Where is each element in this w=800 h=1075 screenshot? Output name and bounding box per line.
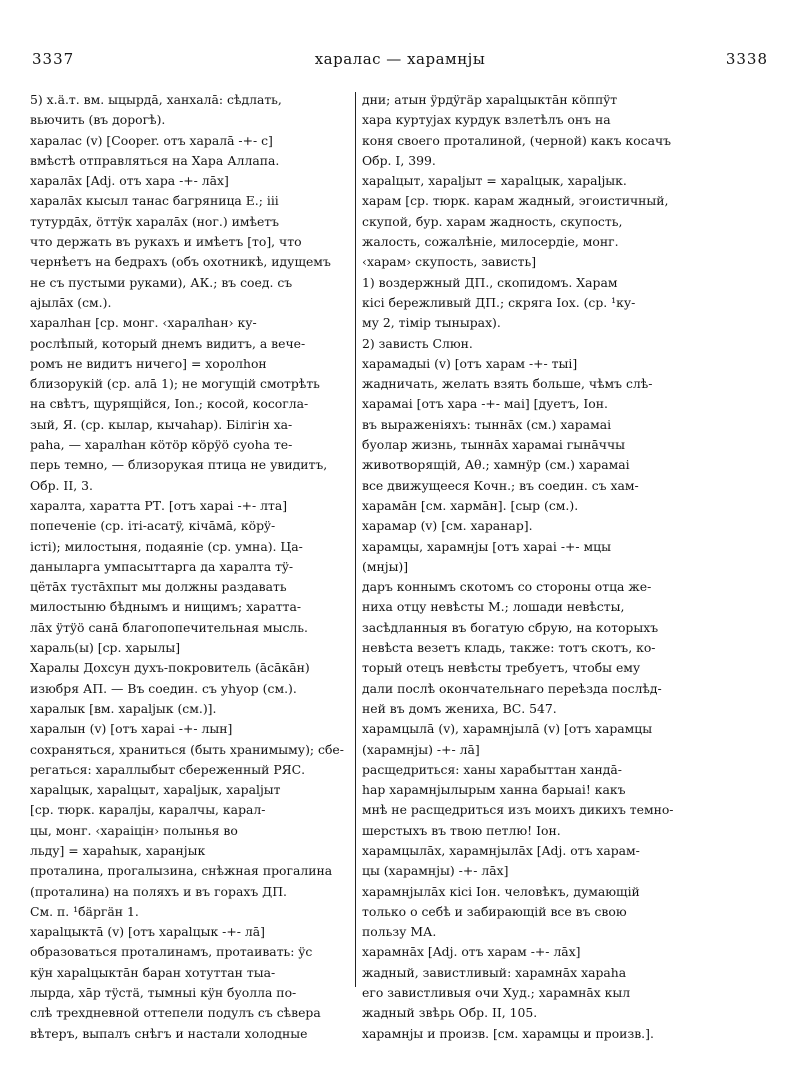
- left-column: [30, 90, 370, 1044]
- dictionary-entry: [362, 496, 768, 516]
- entry-line: льду] = хараhык, харанjык: [30, 842, 206, 858]
- page-header: [32, 50, 768, 76]
- entry-line: iстi); милостыня, подаянiе (ср. умна). Цa-: [30, 538, 303, 554]
- entry-line: тутурдāх, öттÿк харалāх (ног.) имѣетъ: [30, 213, 280, 229]
- entry-line: харамнjы и произв. [см. харамцы и произв.].: [362, 1025, 654, 1041]
- entry-line: мнѣ не расщедриться изъ моихъ дикихъ темно-: [362, 802, 674, 818]
- entry-line: харамāн [см. хармāн]. [сыр (см.).: [362, 497, 579, 513]
- entry-line: харам [ср. тюрк. карам жадный, эгоистичный,: [362, 193, 669, 209]
- entry-line: хараlцыктā (v) [отъ хараlцык -+- лā]: [30, 924, 265, 940]
- entry-line: образоваться проталинамъ, протаивать: ÿс: [30, 944, 313, 960]
- entry-line: ниха отцу невѣсты М.; лошади невѣсты,: [362, 599, 625, 615]
- entry-line: проталина, прогалызина, снѣжная прогалина: [30, 863, 333, 879]
- entry-line: харалhан [ср. монг. ‹харалhан› ку-: [30, 315, 257, 331]
- dictionary-entry: [30, 780, 370, 922]
- entry-line: Обр. I, 399.: [362, 152, 436, 168]
- entry-line: вьючить (въ дорогѣ).: [30, 112, 166, 128]
- dictionary-entry: [30, 699, 370, 719]
- entry-line: только о себѣ и забирающiй все въ свою: [362, 903, 627, 919]
- entry-line: милостыню бѣднымъ и нищимъ; харатта-: [30, 599, 302, 615]
- entry-line: Обр. II, 3.: [30, 477, 93, 493]
- dictionary-entry: [30, 313, 370, 496]
- entry-line: харамцы, харамнjы [отъ харai -+- мцы: [362, 538, 611, 554]
- entry-line: даръ коннымъ скотомъ со стороны отца же-: [362, 579, 652, 595]
- entry-line: буолар жизнь, тыннāх харамаi гынāччы: [362, 437, 626, 453]
- entry-line: харамар (v) [см. харанар].: [362, 518, 533, 534]
- entry-line: харамадыi (v) [отъ харам -+- тыi]: [362, 355, 578, 371]
- entry-line: жадный звѣрь Обр. II, 105.: [362, 1005, 538, 1021]
- dictionary-entry: [30, 922, 370, 1044]
- entry-line: 5) x.ä.т. вм. ыцырдā, ханхалā: сѣдлать,: [30, 92, 282, 107]
- entry-line: дали послѣ окончательнаго переѣзда послѣд-: [362, 680, 662, 696]
- entry-line: харамцылā (v), харамнjылā (v) [отъ харамцы: [362, 721, 653, 737]
- entry-line: животворящiй, Аθ.; хамнÿр (см.) харамаi: [362, 457, 630, 473]
- dictionary-entry: [362, 394, 768, 495]
- entry-line: раhа, — харалhан кöтöр кöрÿö суоhа те-: [30, 437, 293, 453]
- entry-line: что держать въ рукахъ и имѣетъ [то], что: [30, 234, 302, 250]
- dictionary-entry: [30, 171, 370, 313]
- entry-line: жалость, сожалѣнiе, милосердiе, монг.: [362, 234, 619, 250]
- entry-line: скупой, бур. харам жадность, скупость,: [362, 213, 623, 229]
- entry-line: харалык [вм. хараljык (см.)].: [30, 700, 217, 716]
- entry-line: кiсi бережливый ДП.; скряга Iох. (ср. ¹ку-: [362, 294, 636, 310]
- entry-line: жадничать, желать взять больше, чѣмъ слѣ-: [362, 376, 653, 392]
- entry-line: на свѣтъ, щурящiйся, Ion.; косой, косогла-: [30, 396, 309, 412]
- entry-line: кÿн хараlцыктāн баран хотуттан тыа-: [30, 964, 276, 980]
- entry-line: чернѣетъ на бедрахъ (объ охотникѣ, идущемъ: [30, 254, 331, 270]
- entry-line: пользу МА.: [362, 924, 437, 940]
- entry-line: (харамнjы) -+- лā]: [362, 741, 480, 757]
- entry-line: (проталина) на поляхъ и въ горахъ ДП.: [30, 883, 287, 899]
- entry-line: попеченiе (ср. iтi-асатÿ, кiчāмā, кöрÿ-: [30, 518, 276, 534]
- dictionary-entry: [362, 942, 768, 1023]
- running-head: харалас — харамнјы: [314, 50, 486, 68]
- entry-line: расщедриться: ханы харабыттан хандā-: [362, 761, 622, 777]
- entry-line: харалас (v) [Cooper. отъ харалā -+- с]: [30, 132, 273, 148]
- entry-line: вѣтеръ, выпалъ снѣгъ и настали холодные: [30, 1025, 308, 1041]
- entry-line: харалāх кысыл танас багряница Е.; iii: [30, 193, 279, 209]
- entry-line: изюбря АП. — Въ соедин. съ уhуор (см.).: [30, 680, 297, 696]
- entry-line: перь темно, — близорукая птица не увидитъ,: [30, 457, 328, 473]
- entry-line: зый, Я. (ср. кылар, кычаhар). Бiлiгiн ха-: [30, 416, 293, 432]
- dictionary-entry: [362, 516, 768, 536]
- entry-line: харалта, харатта РТ. [отъ харai -+- лта]: [30, 497, 288, 513]
- dictionary-entry: [30, 496, 370, 638]
- dictionary-entry: [362, 171, 768, 191]
- entry-line: харамнjылāх кiсi Iон. человѣкъ, думающiй: [362, 883, 640, 899]
- dictionary-entry: [362, 1024, 768, 1044]
- entry-line: слѣ трехдневной оттепели подулъ съ сѣвера: [30, 1005, 321, 1021]
- entry-line: ‹харам› скупость, зависть]: [362, 254, 537, 270]
- entry-line: цётāх тустāхпыт мы должны раздавать: [30, 579, 287, 595]
- entry-line: (мнjы)]: [362, 558, 409, 574]
- entry-line: регаться: хараллыбыт сбереженный РЯС.: [30, 761, 306, 777]
- entry-line: 2) зависть Слюн.: [362, 335, 473, 351]
- dictionary-entry: [362, 719, 768, 841]
- entry-line: цы, монг. ‹хараiцiн› полынья во: [30, 822, 238, 838]
- entry-line: аjылāх (см.).: [30, 294, 112, 310]
- dictionary-entry: [362, 90, 768, 171]
- entry-line: hар харамнjылырым ханна барыаi! какъ: [362, 782, 626, 798]
- entry-line: дни; атын ÿрдÿгäр хараlцыктāн кöппÿт: [362, 92, 618, 107]
- entry-line: близорукiй (ср. алā 1); не могущiй смотрѣть: [30, 376, 320, 392]
- entry-line: шерстыхъ въ твою петлю! Iон.: [362, 822, 561, 838]
- entry-line: засѣдланныя въ богатую сбрую, на которыхъ: [362, 619, 659, 635]
- entry-line: торый отецъ невѣсты требуетъ, чтобы ему: [362, 660, 641, 676]
- entry-line: даныларга умпасыттарга да харалта тÿ-: [30, 558, 294, 574]
- entry-line: харамцылāх, харамнjылāх [Adj. отъ харам-: [362, 842, 640, 858]
- entry-line: харалāх [Adj. отъ хара -+- лāх]: [30, 173, 229, 189]
- page-number-right: 3338: [725, 50, 768, 68]
- entry-line: вмѣстѣ отправляться на Хара Аллапа.: [30, 152, 280, 168]
- entry-line: лырда, хāр тÿстä, тымныi кÿн буолла по-: [30, 985, 297, 1001]
- dictionary-entry: [30, 719, 370, 780]
- entry-line: хараlцык, хараlцыт, хараljык, хараljыт: [30, 782, 281, 798]
- entry-line: харалын (v) [отъ харai -+- лын]: [30, 721, 233, 737]
- entry-line: ней въ домъ жениха, ВС. 547.: [362, 700, 557, 716]
- entry-line: невѣста везетъ кладь, также: тотъ скотъ, ко-: [362, 640, 656, 656]
- dictionary-entry: [30, 638, 370, 699]
- entry-line: цы (харамнjы) -+- лāх]: [362, 863, 509, 879]
- entry-line: ромъ не видитъ ничего] = хоролhон: [30, 355, 267, 371]
- entry-line: его завистливыя очи Худ.; харамнāх кыл: [362, 985, 631, 1001]
- entry-line: въ выраженiяхъ: тыннāх (см.) харамаi: [362, 416, 612, 432]
- entry-line: сохраняться, храниться (быть хранимыму); сбе-: [30, 741, 344, 757]
- right-column: [362, 90, 768, 1044]
- entry-line: все движущееся Кочн.; въ соедин. съ хам-: [362, 477, 639, 493]
- entry-line: жадный, завистливый: харамнāх хараhа: [362, 964, 627, 980]
- entry-line: хараlцыт, хараljыт = хараlцык, хараljык.: [362, 173, 627, 189]
- dictionary-entry: [362, 354, 768, 395]
- entry-line: лāх ÿтÿö санā благопопечительная мысль.: [30, 619, 308, 635]
- entry-line: не съ пустыми руками), АК.; въ соед. съ: [30, 274, 293, 290]
- entry-line: [ср. тюрк. каралjы, каралчы, карал-: [30, 802, 266, 818]
- entry-line: харамнāх [Adj. отъ харам -+- лāх]: [362, 944, 581, 960]
- dictionary-entry: [30, 131, 370, 172]
- dictionary-entry: [362, 191, 768, 353]
- dictionary-entry: [362, 537, 768, 720]
- dictionary-entry: [30, 90, 370, 131]
- entry-line: рослѣпый, который днемъ видитъ, а вече-: [30, 335, 306, 351]
- entry-line: См. п. ¹бäргäн 1.: [30, 903, 139, 919]
- entry-line: хараль(ы) [ср. харылы]: [30, 640, 181, 656]
- entry-line: му 2, тiмiр тыныраx).: [362, 315, 501, 331]
- entry-line: коня своего проталиной, (черной) какъ косачъ: [362, 132, 672, 148]
- entry-line: харамаi [отъ хара -+- маi] [дуетъ, Iон.: [362, 396, 608, 412]
- entry-line: хара куртуjах курдук взлетѣлъ онъ на: [362, 112, 611, 128]
- entry-line: Харалы Дохсун духъ-покровитель (āсāкāн): [30, 660, 310, 676]
- dictionary-entry: [362, 841, 768, 942]
- page-number-left: 3337: [32, 50, 75, 68]
- entry-line: 1) воздержный ДП., скопидомъ. Харам: [362, 274, 618, 290]
